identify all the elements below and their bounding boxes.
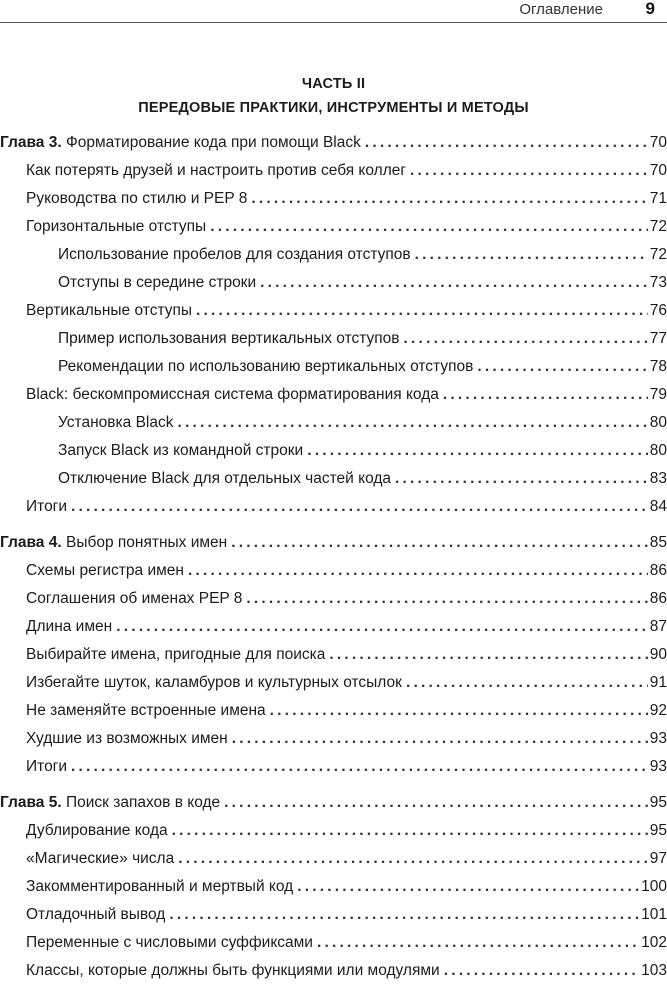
toc-entry[interactable] [0, 157, 667, 185]
toc-entry-label [26, 753, 67, 781]
toc-entry-label [0, 529, 227, 557]
toc-entry-label [26, 817, 168, 845]
toc-entry-title: Поиск запахов в коде [65, 794, 221, 811]
toc-entry[interactable] [0, 753, 667, 781]
toc-entry-title: Как потерять друзей и настроить против себя коллег [26, 162, 407, 179]
dot-leader [231, 529, 648, 557]
dot-leader [251, 185, 647, 213]
toc-entry-title: Итоги [26, 758, 67, 775]
dot-leader [406, 669, 648, 697]
toc-entry[interactable] [0, 409, 667, 437]
toc-entry-label [26, 185, 247, 213]
toc-entry-title: Установка Black [58, 414, 174, 431]
part-title: ПЕРЕДОВЫЕ ПРАКТИКИ, ИНСТРУМЕНТЫ И МЕТОДЫ [138, 100, 529, 116]
dot-leader [177, 409, 647, 437]
toc-entry-label [26, 381, 439, 409]
toc-page-number: 103 [641, 962, 667, 979]
dot-leader [329, 641, 647, 669]
toc-page-number: 95 [649, 822, 667, 839]
toc-entry[interactable] [0, 241, 667, 269]
dot-leader [116, 613, 648, 641]
dot-leader [477, 353, 647, 381]
toc-page-number: 85 [649, 534, 667, 551]
toc-entry-title: Вертикальные отступы [26, 302, 192, 319]
toc-entry-title: Худшие из возможных имен [26, 730, 228, 747]
toc-entry[interactable] [0, 297, 667, 325]
toc-entry-label [58, 241, 411, 269]
toc-entry[interactable] [0, 613, 667, 641]
toc-entry-title: Рекомендации по использованию вертикальных отступов [58, 358, 474, 375]
toc-page-number: 80 [649, 442, 667, 459]
chapter-number: Глава 3. [0, 134, 62, 151]
toc-entry[interactable] [0, 269, 667, 297]
dot-leader [307, 437, 648, 465]
dot-leader [297, 873, 639, 901]
toc-entry-label [26, 641, 325, 669]
toc-entry[interactable] [0, 585, 667, 613]
toc-entry-label [26, 725, 228, 753]
toc-entry[interactable] [0, 213, 667, 241]
dot-leader [317, 929, 639, 957]
toc-entry[interactable] [0, 557, 667, 585]
toc-page-number: 102 [641, 934, 667, 951]
toc-page-number: 83 [649, 470, 667, 487]
dot-leader [71, 493, 648, 521]
toc-entry-label [58, 269, 256, 297]
toc-page-number: 76 [649, 302, 667, 319]
toc-entry-title: Отключение Black для отдельных частей кода [58, 470, 392, 487]
toc-entry-title: Схемы регистра имен [26, 562, 184, 579]
toc-entry-title: Форматирование кода при помощи Black [65, 134, 361, 151]
toc-entry-label [58, 353, 473, 381]
toc-page-number: 97 [649, 850, 667, 867]
toc-entry-title: Классы, которые должны быть функциями или модулями [26, 962, 440, 979]
toc-entry-title: Длина имен [26, 618, 113, 635]
toc-entry-label [58, 437, 303, 465]
chapter-number: Глава 5. [0, 794, 62, 811]
toc-entry-title: Дублирование кода [26, 822, 168, 839]
dot-leader [210, 213, 648, 241]
dot-leader [246, 585, 647, 613]
toc-entry-label [58, 325, 400, 353]
dot-leader [260, 269, 648, 297]
toc-page-number: 93 [649, 758, 667, 775]
toc-entry[interactable] [0, 873, 667, 901]
part-label: ЧАСТЬ II [301, 76, 366, 92]
table-of-contents [0, 129, 667, 985]
toc-entry[interactable] [0, 901, 667, 929]
dot-leader [270, 697, 648, 725]
toc-entry[interactable] [0, 845, 667, 873]
toc-entry[interactable] [0, 437, 667, 465]
toc-page-number: 72 [649, 246, 667, 263]
running-head [0, 0, 667, 22]
toc-page-number: 72 [649, 218, 667, 235]
toc-page-number: 92 [649, 702, 667, 719]
header-rule [0, 22, 667, 23]
toc-entry-label [26, 213, 206, 241]
toc-entry[interactable] [0, 929, 667, 957]
toc-entry-label [0, 129, 361, 157]
dot-leader [444, 957, 639, 985]
toc-entry-title: Запуск Black из командной строки [58, 442, 304, 459]
toc-entry-label [26, 901, 165, 929]
toc-entry[interactable] [0, 381, 667, 409]
dot-leader [188, 557, 648, 585]
toc-page-number: 86 [649, 562, 667, 579]
toc-entry-title: Горизонтальные отступы [26, 218, 207, 235]
toc-entry-title: Переменные с числовыми суффиксами [26, 934, 313, 951]
toc-entry[interactable] [0, 353, 667, 381]
toc-page-number: 80 [649, 414, 667, 431]
toc-page-number: 70 [649, 134, 667, 151]
toc-page-number: 100 [641, 878, 667, 895]
toc-entry[interactable] [0, 493, 667, 521]
toc-page-number: 79 [649, 386, 667, 403]
toc-entry-label [26, 585, 242, 613]
toc-entry[interactable] [0, 465, 667, 493]
dot-leader [172, 817, 648, 845]
part-heading [0, 72, 667, 120]
toc-entry-label [26, 297, 192, 325]
dot-leader [404, 325, 648, 353]
toc-entry-title: Выбор понятных имен [65, 534, 228, 551]
toc-entry[interactable] [0, 697, 667, 725]
toc-entry-label [26, 493, 67, 521]
toc-entry-label [26, 845, 174, 873]
dot-leader [415, 241, 648, 269]
toc-entry-label [26, 697, 266, 725]
toc-entry[interactable] [0, 185, 667, 213]
dot-leader [365, 129, 648, 157]
dot-leader [196, 297, 648, 325]
toc-entry-title: Выбирайте имена, пригодные для поиска [26, 646, 326, 663]
toc-entry[interactable] [0, 669, 667, 697]
toc-page-number: 86 [649, 590, 667, 607]
toc-page-number: 70 [649, 162, 667, 179]
toc-entry-title: Избегайте шуток, каламбуров и культурных отсылок [26, 674, 402, 691]
toc-page-number: 71 [649, 190, 667, 207]
dot-leader [232, 725, 648, 753]
dot-leader [169, 901, 639, 929]
toc-page-number: 101 [641, 906, 667, 923]
toc-entry[interactable] [0, 817, 667, 845]
toc-entry[interactable] [0, 641, 667, 669]
toc-entry-label [26, 157, 406, 185]
toc-entry[interactable] [0, 325, 667, 353]
toc-entry-title: Не заменяйте встроенные имена [26, 702, 266, 719]
toc-entry-title: Соглашения об именах PEP 8 [26, 590, 243, 607]
toc-entry-title: Пример использования вертикальных отступов [58, 330, 400, 347]
toc-entry[interactable] [0, 725, 667, 753]
toc-page-number: 90 [649, 646, 667, 663]
toc-entry-label [58, 465, 391, 493]
toc-entry-label [26, 557, 184, 585]
toc-entry-title: Итоги [26, 498, 67, 515]
toc-entry-title: «Магические» числа [26, 850, 175, 867]
toc-entry-title: Руководства по стилю и PEP 8 [26, 190, 248, 207]
toc-chapter-entry[interactable] [0, 529, 667, 557]
dot-leader [395, 465, 648, 493]
toc-entry-title: Использование пробелов для создания отступов [58, 246, 411, 263]
toc-chapter-entry[interactable] [0, 789, 667, 817]
toc-entry-label [0, 789, 220, 817]
toc-entry-label [58, 409, 173, 437]
toc-page-number: 91 [649, 674, 667, 691]
toc-entry-title: Отступы в середине строки [58, 274, 257, 291]
dot-leader [224, 789, 648, 817]
toc-entry-label [26, 669, 402, 697]
toc-page-number: 93 [649, 730, 667, 747]
toc-page-number: 84 [649, 498, 667, 515]
toc-entry-label [26, 957, 440, 985]
toc-entry-label [26, 613, 112, 641]
toc-page-number: 77 [649, 330, 667, 347]
dot-leader [410, 157, 648, 185]
toc-page-number: 78 [649, 358, 667, 375]
toc-entry[interactable] [0, 957, 667, 985]
chapter-number: Глава 4. [0, 534, 62, 551]
toc-entry-title: Отладочный вывод [26, 906, 166, 923]
toc-entry-title: Black: бескомпромиссная система форматирования кода [26, 386, 439, 403]
dot-leader [443, 381, 648, 409]
dot-leader [71, 753, 648, 781]
dot-leader [178, 845, 648, 873]
toc-chapter-entry[interactable] [0, 129, 667, 157]
toc-entry-label [26, 873, 293, 901]
toc-page-number: 95 [649, 794, 667, 811]
toc-page-number: 87 [649, 618, 667, 635]
page-number: 9 [645, 0, 655, 18]
running-head-title: Оглавление [519, 1, 603, 18]
toc-entry-title: Закомментированный и мертвый код [26, 878, 294, 895]
toc-page-number: 73 [649, 274, 667, 291]
toc-entry-label [26, 929, 313, 957]
